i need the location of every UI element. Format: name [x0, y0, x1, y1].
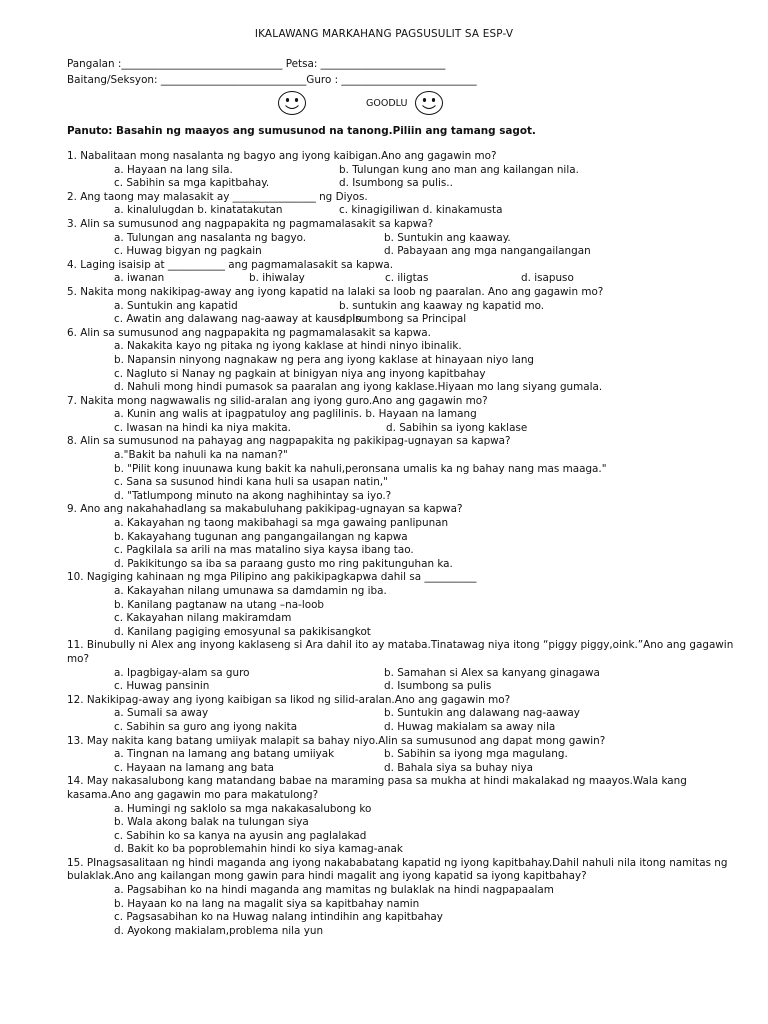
answer-options — [114, 884, 747, 938]
answer-option: d. "Tatlumpong minuto na akong naghihintay sa iyo.? — [114, 489, 392, 502]
option-row — [114, 626, 747, 640]
answer-option: d. Bakit ko ba poproblemahin hindi ko siya kamag-anak — [114, 843, 403, 856]
answer-option: b. Suntukin ang dalawang nag-aaway — [384, 707, 580, 720]
smiley-face-icon — [277, 90, 307, 116]
answer-options — [114, 517, 747, 571]
pangalan-petsa-line: Pangalan :_______________________________ Petsa: ________________________ — [67, 58, 446, 70]
option-row — [114, 816, 747, 830]
answer-options — [114, 667, 747, 694]
option-row — [114, 544, 747, 558]
answer-options — [114, 707, 747, 734]
option-row — [114, 463, 747, 477]
question-text: 4. Laging isaisip at ___________ ang pagmamalasakit sa kapwa. — [67, 258, 394, 271]
answer-option: a. iwanan — [114, 272, 165, 285]
answer-option: b. Hayaan ko na lang na magalit siya sa kapitbahay namin — [114, 897, 420, 910]
option-row — [114, 313, 747, 327]
question-text: 2. Ang taong may malasakit ay ________________ ng Diyos. — [67, 190, 368, 203]
question-item — [67, 286, 747, 327]
answer-option: a."Bakit ba nahuli ka na naman?" — [114, 449, 288, 462]
answer-option: c. Sabihin ko sa kanya na ayusin ang paglalakad — [114, 829, 367, 842]
option-row — [114, 803, 747, 817]
option-row — [114, 830, 747, 844]
answer-option: b. Samahan si Alex sa kanyang ginagawa — [384, 666, 600, 679]
option-row — [114, 422, 747, 436]
option-row — [114, 585, 747, 599]
option-row — [114, 599, 747, 613]
answer-options — [114, 272, 747, 286]
answer-option: c. Iwasan na hindi ka niya makita. — [114, 421, 291, 434]
answer-option: d. Sabihin sa iyong kaklase — [386, 421, 528, 434]
question-text: 11. Binubully ni Alex ang inyong kaklaseng si Ara dahil ito ay mataba.Tinatawag niya itong “piggy piggy,oink.”Ano ang gagawin mo? — [67, 639, 734, 665]
answer-option: a. Kakayahan nilang umunawa sa damdamin ng iba. — [114, 585, 387, 597]
answer-option: b. Wala akong balak na tulungan siya — [114, 816, 309, 829]
option-row — [114, 368, 747, 382]
option-row — [114, 517, 747, 531]
option-row — [114, 721, 747, 735]
question-item — [67, 571, 747, 639]
question-text: 9. Ano ang nakahahadlang sa makabuluhang pakikipag-ugnayan sa kapwa? — [67, 503, 463, 516]
answer-option: c. Awatin ang dalawang nag-aaway at kausapin — [114, 313, 362, 326]
question-item — [67, 435, 747, 503]
question-item — [67, 775, 747, 857]
option-row — [114, 449, 747, 463]
answer-option: a. Kakayahan ng taong makibahagi sa mga gawaing panlipunan — [114, 517, 449, 530]
question-item — [67, 218, 747, 259]
answer-options — [114, 340, 747, 394]
answer-options — [114, 300, 747, 327]
option-row — [114, 490, 747, 504]
question-text: 5. Nakita mong nakikipag-away ang iyong kapatid na lalaki sa loob ng paaralan. Ano ang gagawin mo? — [67, 285, 604, 298]
answer-options — [114, 449, 747, 503]
option-row — [114, 245, 747, 259]
option-row — [114, 762, 747, 776]
option-row — [114, 884, 747, 898]
question-text: 6. Alin sa sumusunod ang nagpapakita ng pagmamalasakit sa kapwa. — [67, 326, 431, 339]
option-row — [114, 340, 747, 354]
answer-option: c. Pagsasabihan ko na Huwag nalang intindihin ang kapitbahay — [114, 911, 443, 924]
answer-option: d. Isumbong sa Principal — [339, 313, 467, 326]
option-row — [114, 408, 747, 422]
option-row — [114, 707, 747, 721]
answer-option: a. Tulungan ang nasalanta ng bagyo. — [114, 231, 307, 244]
option-row — [114, 612, 747, 626]
question-item — [67, 150, 747, 191]
answer-option: a. Ipagbigay-alam sa guro — [114, 666, 250, 679]
option-row — [114, 558, 747, 572]
answer-option: d. Pakikitungo sa iba sa paraang gusto mo ring pakitunguhan ka. — [114, 557, 453, 570]
question-text: 1. Nabalitaan mong nasalanta ng bagyo ang iyong kaibigan.Ano ang gagawin mo? — [67, 150, 497, 162]
answer-option: b. suntukin ang kaaway ng kapatid mo. — [339, 299, 545, 312]
answer-option: a. Nakakita kayo ng pitaka ng iyong kaklase at hindi ninyo ibinalik. — [114, 340, 462, 353]
option-row — [114, 300, 747, 314]
answer-option: b. Suntukin ang kaaway. — [384, 231, 511, 244]
answer-option: c. Sana sa susunod hindi kana huli sa usapan natin," — [114, 476, 388, 489]
answer-option: a. Pagsabihan ko na hindi maganda ang mamitas ng bulaklak na hindi nagpapaalam — [114, 884, 554, 897]
option-row — [114, 272, 747, 286]
option-row — [114, 748, 747, 762]
answer-option: c. Sabihin sa mga kapitbahay. — [114, 177, 270, 190]
answer-option: c. Sabihin sa guro ang iyong nakita — [114, 720, 298, 733]
answer-option: c. Pagkilala sa arili na mas matalino siya kaysa ibang tao. — [114, 544, 414, 557]
question-item — [67, 327, 747, 395]
option-row — [114, 232, 747, 246]
answer-option: a. Tingnan na lamang ang batang umiiyak — [114, 748, 335, 761]
answer-options — [114, 748, 747, 775]
question-list — [67, 150, 747, 938]
option-row — [114, 925, 747, 939]
smiley-face-icon — [414, 90, 444, 116]
question-text: 10. Nagiging kahinaan ng mga Pilipino ang pakikipagkapwa dahil sa __________ — [67, 571, 477, 584]
option-row — [114, 204, 747, 218]
answer-option: b. ihiwalay — [249, 272, 305, 285]
answer-option: b. Kanilang pagtanaw na utang –na-loob — [114, 598, 325, 611]
answer-option: b. Napansin ninyong nagnakaw ng pera ang iyong kaklase at hinayaan niyo lang — [114, 353, 535, 366]
answer-option: c. Huwag pansinin — [114, 680, 210, 693]
instructions: Panuto: Basahin ng maayos ang sumusunod na tanong.Piliin ang tamang sagot. — [67, 125, 536, 137]
question-item — [67, 735, 747, 776]
answer-option: c. Huwag bigyan ng pagkain — [114, 245, 262, 258]
question-item — [67, 259, 747, 286]
question-item — [67, 191, 747, 218]
option-row — [114, 680, 747, 694]
option-row — [114, 911, 747, 925]
question-text: 15. PInagsasalitaan ng hindi maganda ang iyong nakababatang kapatid ng iyong kapitbahay.Dahil nahuli nila itong namitas ng bulaklak.Ano ang kailangan mong gawin para hindi magalit ang iyong kapatid sa iyong kapitbahay? — [67, 856, 728, 883]
answer-option: a. kinalulugdan b. kinatatakutan — [114, 204, 283, 217]
answer-option: d. Isumbong sa pulis.. — [339, 177, 453, 190]
option-row — [114, 898, 747, 912]
baitang-guro-line: Baitang/Seksyon: ____________________________Guro : __________________________ — [67, 74, 477, 86]
answer-option: a. Sumali sa away — [114, 707, 209, 720]
question-item — [67, 639, 747, 693]
answer-option: a. Kunin ang walis at ipagpatuloy ang paglilinis. b. Hayaan na lamang — [114, 408, 477, 421]
question-item — [67, 395, 747, 436]
option-row — [114, 354, 747, 368]
question-text: 7. Nakita mong nagwawalis ng silid-aralan ang iyong guro.Ano ang gagawin mo? — [67, 394, 488, 407]
goodluck-text: GOODLU — [366, 98, 408, 109]
answer-option: c. Nagluto si Nanay ng pagkain at binigyan niya ang inyong kapitbahay — [114, 367, 486, 380]
answer-options — [114, 232, 747, 259]
answer-options — [114, 585, 747, 639]
question-item — [67, 503, 747, 571]
question-text: 14. May nakasalubong kang matandang babae na maraming pasa sa mukha at hindi makalakad ng maayos.Wala kang kasama.Ano ang gagawin mo para makatulong? — [67, 775, 687, 801]
answer-option: d. Bahala siya sa buhay niya — [384, 761, 533, 774]
question-text: 8. Alin sa sumusunod na pahayag ang nagpapakita ng pakikipag-ugnayan sa kapwa? — [67, 435, 511, 448]
answer-option: d. Kanilang pagiging emosyunal sa pakikisangkot — [114, 625, 371, 638]
question-text: 13. May nakita kang batang umiiyak malapit sa bahay niyo.Alin sa sumusunod ang dapat mong gawin? — [67, 734, 606, 747]
answer-option: d. Pabayaan ang mga nangangailangan — [384, 245, 591, 258]
option-row — [114, 381, 747, 395]
option-row — [114, 843, 747, 857]
answer-option: c. kinagigiliwan d. kinakamusta — [339, 204, 503, 217]
answer-option: c. Hayaan na lamang ang bata — [114, 761, 275, 774]
answer-options — [114, 204, 747, 218]
question-item — [67, 694, 747, 735]
answer-option: b. Tulungan kung ano man ang kailangan nila. — [339, 163, 579, 176]
option-row — [114, 177, 747, 191]
question-item — [67, 857, 747, 939]
answer-option: d. Nahuli mong hindi pumasok sa paaralan ang iyong kaklase.Hiyaan mo lang siyang gumala. — [114, 381, 603, 394]
answer-option: d. Huwag makialam sa away nila — [384, 720, 556, 733]
answer-option: d. isapuso — [521, 272, 574, 285]
answer-option: b. Sabihin sa iyong mga magulang. — [384, 748, 568, 761]
answer-options — [114, 164, 747, 191]
answer-option: a. Hayaan na lang sila. — [114, 163, 233, 176]
option-row — [114, 476, 747, 490]
answer-option: b. "Pilit kong inuunawa kung bakit ka nahuli,peronsana umalis ka ng bahay nang mas maaga." — [114, 462, 607, 475]
answer-option: c. Kakayahan nilang makiramdam — [114, 612, 292, 625]
answer-options — [114, 408, 747, 435]
answer-option: b. Kakayahang tugunan ang pangangailangan ng kapwa — [114, 530, 408, 543]
option-row — [114, 164, 747, 178]
answer-option: a. Suntukin ang kapatid — [114, 299, 238, 312]
exam-title: IKALAWANG MARKAHANG PAGSUSULIT SA ESP-V — [254, 28, 514, 40]
answer-option: a. Humingi ng saklolo sa mga nakakasalubong ko — [114, 802, 372, 815]
answer-option: d. Ayokong makialam,problema nila yun — [114, 924, 324, 937]
option-row — [114, 531, 747, 545]
answer-options — [114, 803, 747, 857]
question-text: 3. Alin sa sumusunod ang nagpapakita ng pagmamalasakit sa kapwa? — [67, 217, 434, 230]
option-row — [114, 667, 747, 681]
question-text: 12. Nakikipag-away ang iyong kaibigan sa likod ng silid-aralan.Ano ang gagawin mo? — [67, 693, 511, 706]
answer-option: d. Isumbong sa pulis — [384, 680, 492, 693]
answer-option: c. iligtas — [385, 272, 429, 285]
